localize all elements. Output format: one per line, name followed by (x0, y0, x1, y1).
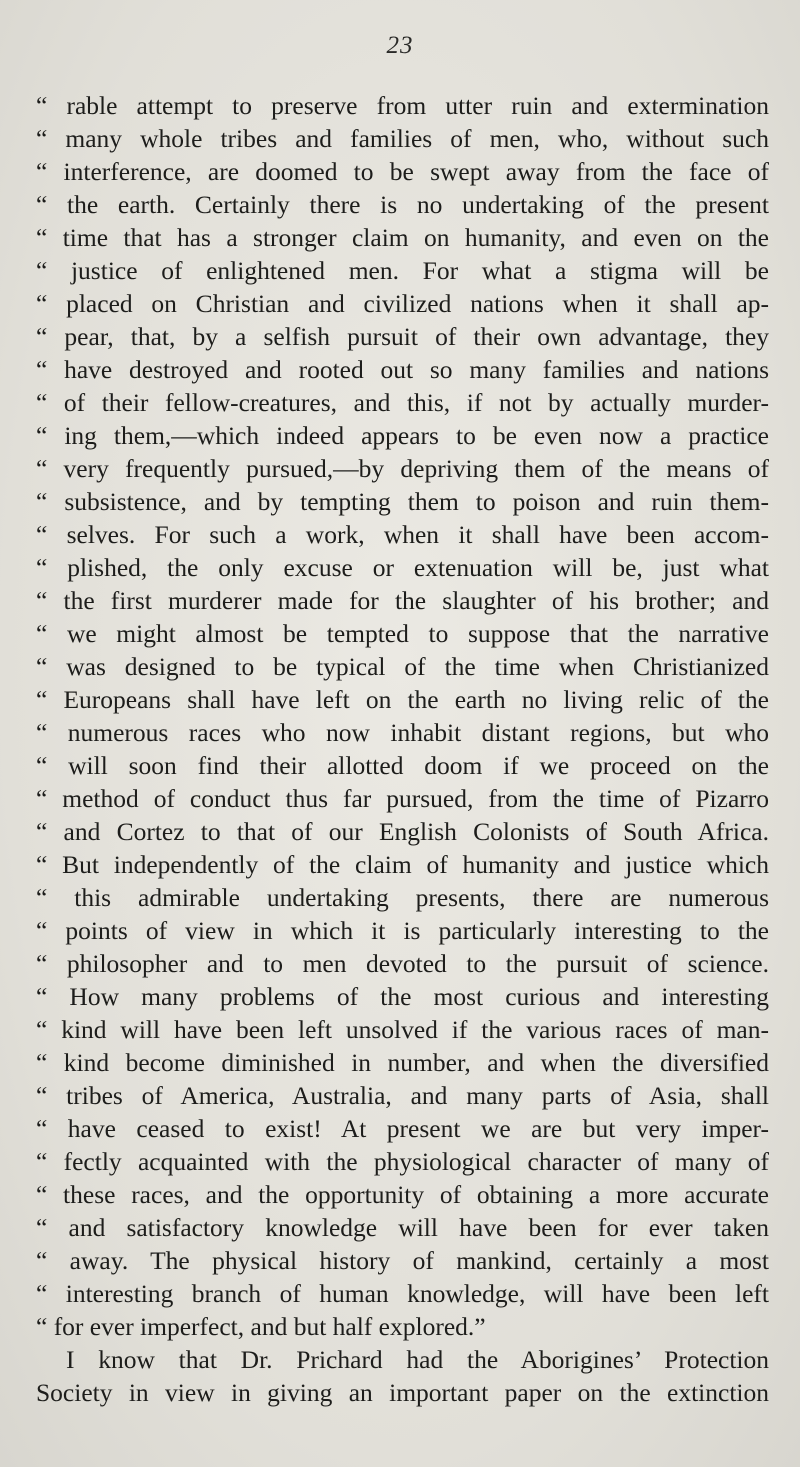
text-line: “ interference, are doomed to be swept away from the face of (36, 157, 769, 186)
text-line: “ subsistence, and by tempting them to poison and ruin them- (36, 487, 769, 516)
text-line: “ will soon find their allotted doom if we proceed on the (36, 751, 769, 780)
text-line: “ plished, the only excuse or extenuation will be, just what (36, 553, 769, 582)
body-text (36, 89, 769, 1409)
text-line: “ philosopher and to men devoted to the pursuit of science. (36, 949, 769, 978)
text-line: Society in view in giving an important paper on the extinction (36, 1378, 769, 1407)
text-line: “ this admirable undertaking presents, there are numerous (36, 883, 769, 912)
text-line: “ the first murderer made for the slaughter of his brother; and (36, 586, 769, 615)
paragraph-start-line: I know that Dr. Prichard had the Aborigines’ Protection (66, 1345, 769, 1374)
text-line: “ interesting branch of human knowledge, will have been left (36, 1279, 769, 1308)
text-line: “ kind will have been left unsolved if the various races of man- (36, 1015, 769, 1044)
text-line: “ ing them,—which indeed appears to be even now a practice (36, 421, 769, 450)
text-line: “ points of view in which it is particularly interesting to the (36, 916, 769, 945)
text-line: “ many whole tribes and families of men, who, without such (36, 124, 769, 153)
text-line: “ was designed to be typical of the time when Christianized (36, 652, 769, 681)
text-line: “ tribes of America, Australia, and many parts of Asia, shall (36, 1081, 769, 1110)
text-line: “ fectly acquainted with the physiological character of many of (36, 1147, 769, 1176)
text-line: “ How many problems of the most curious and interesting (36, 982, 769, 1011)
text-line: “ numerous races who now inhabit distant regions, but who (36, 718, 769, 747)
text-line: “ pear, that, by a selfish pursuit of their own advantage, they (36, 322, 769, 351)
text-line: “ of their fellow-creatures, and this, if not by actually murder- (36, 388, 769, 417)
text-line: “ placed on Christian and civilized nations when it shall ap- (36, 289, 769, 318)
text-line: “ Europeans shall have left on the earth no living relic of the (36, 685, 769, 714)
text-line: “ away. The physical history of mankind, certainly a most (36, 1246, 769, 1275)
text-line: “ and satisfactory knowledge will have been for ever taken (36, 1213, 769, 1242)
page-number: 23 (386, 32, 414, 59)
text-line: “ have ceased to exist! At present we are but very imper- (36, 1114, 769, 1143)
text-line: “ have destroyed and rooted out so many families and nations (36, 355, 769, 384)
text-line: “ we might almost be tempted to suppose that the narrative (36, 619, 769, 648)
text-line: “ very frequently pursued,—by depriving them of the means of (36, 454, 769, 483)
text-line: “ time that has a stronger claim on humanity, and even on the (36, 223, 769, 252)
text-line: “ selves. For such a work, when it shall have been accom- (36, 520, 769, 549)
text-line: “ these races, and the opportunity of obtaining a more accurate (36, 1180, 769, 1209)
text-line: “ for ever imperfect, and but half explored.” (36, 1312, 486, 1341)
text-line: “ the earth. Certainly there is no undertaking of the present (36, 190, 769, 219)
text-line: “ kind become diminished in number, and when the diversified (36, 1048, 769, 1077)
text-line: “ method of conduct thus far pursued, from the time of Pizarro (36, 784, 769, 813)
text-line: “ rable attempt to preserve from utter ruin and extermination (36, 91, 769, 120)
text-line: “ But independently of the claim of humanity and justice which (36, 850, 769, 879)
text-line: “ and Cortez to that of our English Colonists of South Africa. (36, 817, 769, 846)
text-line: “ justice of enlightened men. For what a stigma will be (36, 256, 769, 285)
